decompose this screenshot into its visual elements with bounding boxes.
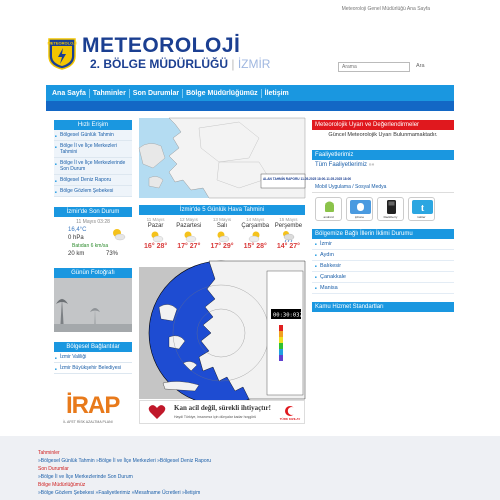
activities-link-text: Tüm Faaliyetlerimiz [315, 162, 368, 168]
site-subtitle-text: 2. BÖLGE MÜDÜRLÜĞÜ [90, 57, 228, 71]
nav-current-conditions[interactable]: Son Durumlar [130, 89, 183, 98]
social-title: Mobil Uygulama / Sosyal Medya [312, 182, 454, 193]
quick-access-panel [54, 120, 132, 197]
site-title[interactable]: METEOROLOJİ [82, 34, 241, 57]
partly-cloudy-icon [181, 230, 197, 243]
forecast-high: 29° [222, 243, 234, 250]
photo-of-day-image[interactable] [54, 278, 132, 332]
partly-cloudy-icon [148, 230, 164, 243]
warning-map-label: ALAN TAHMİN RAPORU 11.05.2025 18:00-11.05.2025 18:00 [263, 177, 352, 181]
forecast-day-date: 12 Mayıs [179, 217, 198, 222]
forecast-high: 27° [189, 243, 201, 250]
partly-cloudy-icon [214, 230, 230, 243]
subtitle-separator: | [231, 57, 235, 71]
forecast-day-2[interactable] [172, 217, 205, 261]
search-button[interactable]: Ara [416, 63, 425, 69]
quick-link-observation-network[interactable]: ■ Bölge Gözlem Şebekesi [54, 186, 132, 197]
service-standards-panel [312, 302, 454, 312]
activities-panel [312, 150, 454, 170]
city-manisa[interactable]: ■ Manisa [312, 283, 454, 294]
current-pressure: 0 hPa [68, 235, 84, 241]
activities-title: Faaliyetlerimiz [312, 150, 454, 160]
quick-link-daily-forecast[interactable]: ■ Bölgesel Günlük Tahmin [54, 130, 132, 141]
footer [0, 436, 500, 500]
city-canakkale[interactable]: ■ Çanakkale [312, 272, 454, 283]
nav-directorate[interactable]: Bölge Müdürlüğümüz [183, 89, 262, 98]
footer-current-title[interactable]: Son Durumlar [38, 466, 69, 472]
nav-home[interactable]: Ana Sayfa [49, 89, 90, 98]
forecast-low: 14° [276, 243, 288, 250]
footer-directorate-links[interactable]: »Bölge Gözlem Şebekesi »Faaliyetlerimiz »Mesafname Ücretleri »İletişim [38, 490, 201, 496]
forecast-day-3[interactable] [205, 217, 238, 261]
alerts-panel [312, 120, 454, 140]
forecast-high: 27° [289, 243, 300, 250]
regional-links-title: Bölgesel Bağlantılar [54, 342, 132, 352]
quick-link-sea-report[interactable]: ■ Bölgesel Deniz Raporu [54, 175, 132, 186]
radar-image[interactable] [139, 267, 305, 399]
forecast-title[interactable]: İzmir'de 5 Günlük Hava Tahmini [139, 205, 305, 215]
svg-text:t: t [420, 203, 425, 214]
current-visibility: 20 km [68, 251, 85, 257]
logo-text: METEOROLOJİ [47, 40, 77, 46]
forecast-low: 17° [177, 243, 188, 250]
forecast-day-date: 14 Mayıs [246, 217, 265, 222]
twitter-label: twitter [417, 215, 426, 219]
search-input[interactable] [338, 62, 410, 72]
activities-more-icon: »» [368, 162, 375, 168]
forecast-high: 28° [156, 243, 168, 250]
footer-forecasts-links[interactable]: »Bölgesel Günlük Tahmin »Bölge İl ve İlçe Merkezleri »Bölgesel Deniz Raporu [38, 458, 212, 464]
sun-cloud-icon [247, 230, 263, 243]
android-icon[interactable] [315, 197, 342, 221]
nav-forecasts[interactable]: Tahminler [90, 89, 130, 98]
forecast-day-date: 11 Mayıs [146, 217, 165, 222]
footer-current-links[interactable]: »Bölge İl ve İlçe Merkezlerinde Son Durum [38, 474, 133, 480]
current-weather-title[interactable]: İzmir'de Son Durum [54, 207, 132, 217]
irap-logo-text: İRAP [66, 392, 120, 419]
alerts-title[interactable]: Meteorolojik Uyarı ve Değerlendirmeler [312, 120, 454, 130]
forecast-day-name: Pazar [147, 223, 164, 229]
city-balikesir[interactable]: ■ Balıkesir [312, 261, 454, 272]
irap-banner[interactable] [56, 392, 120, 428]
forecast-high: 28° [256, 243, 267, 250]
forecast-low: 17° [210, 243, 222, 250]
current-wind: Batıdan 6 km/sa [72, 243, 109, 249]
link-izmir-governorship[interactable]: ■ İzmir Valiliği [54, 352, 132, 363]
alerts-body: Güncel Meteorolojik Uyarı Bulunmamaktadır. [328, 132, 438, 138]
blood-donation-banner[interactable] [139, 400, 305, 424]
android-label: android [323, 215, 334, 219]
forecast-low: 15° [243, 243, 255, 250]
blackberry-label: blackberry [383, 215, 398, 219]
current-humidity: 73% [106, 251, 119, 257]
forecast-day-4[interactable] [239, 217, 272, 261]
photo-of-day-title: Günün Fotoğrafı [54, 268, 132, 278]
forecast-low: 16° [144, 243, 155, 250]
current-temperature: 16,4°C [68, 227, 87, 233]
footer-directorate-title[interactable]: Bölge Müdürlüğümüz [38, 482, 86, 488]
sub-nav-bar [46, 101, 454, 111]
forecast-day-name: Salı [216, 223, 228, 229]
nav-contact[interactable]: İletişim [264, 89, 289, 97]
forecast-day-date: 15 Mayıs [279, 217, 298, 222]
heart-icon [148, 404, 166, 420]
city-izmir[interactable]: ■ İzmir [312, 239, 454, 250]
site-subtitle [90, 57, 270, 71]
forecast-strip [139, 217, 305, 261]
mgm-logo-icon[interactable] [48, 38, 76, 70]
red-crescent-text: TÜRK KIZILAY [279, 417, 301, 421]
activities-link[interactable] [312, 160, 454, 170]
photo-of-day-panel [54, 268, 132, 332]
service-standards-title[interactable]: Kamu Hizmet Standartları [312, 302, 454, 312]
twitter-icon[interactable] [408, 197, 435, 221]
footer-forecasts-title[interactable]: Tahminler [38, 450, 60, 456]
site-city: İZMİR [237, 57, 271, 71]
forecast-day-name: Perşembe [274, 223, 303, 229]
apple-icon[interactable] [346, 197, 373, 221]
red-crescent-icon [280, 405, 300, 421]
blackberry-icon[interactable] [377, 197, 404, 221]
irap-caption: İL AFET RİSK AZALTMA PLANI [63, 420, 113, 424]
top-link-bar[interactable]: Meteoroloji Genel Müdürlüğü Ana Sayfa [341, 6, 430, 12]
partly-cloudy-icon [110, 227, 126, 241]
forecast-day-1[interactable] [139, 217, 172, 261]
social-panel [312, 182, 454, 225]
rain-icon [280, 230, 296, 243]
link-izmir-municipality[interactable]: ■ İzmir Büyükşehir Belediyesi [54, 363, 132, 374]
current-weather-panel [54, 207, 132, 265]
forecast-day-name: Pazartesi [176, 223, 202, 229]
banner-subtext: Haydi Türkiye, insanımız için dünyalar kadar hoşgörü [174, 415, 257, 419]
radar-clock: 00:30:03Z [273, 312, 303, 319]
forecast-day-5[interactable] [272, 217, 305, 261]
city-aydin[interactable]: ■ Aydın [312, 250, 454, 261]
main-nav [46, 85, 454, 101]
forecast-day-date: 13 Mayıs [212, 217, 232, 222]
quick-access-title: Hızlı Erişim [54, 120, 132, 130]
quick-link-city-forecast[interactable]: ■ Bölge İl ve İlçe Merkezleri Tahmini [54, 141, 132, 158]
current-date: 11 Mayıs 03:28 [76, 219, 110, 225]
iphone-label: iphone [354, 215, 364, 219]
regional-links-panel [54, 342, 132, 374]
city-climate-title[interactable]: Bölgemize Bağlı İllerin İklimi Durumu [312, 229, 454, 239]
city-climate-panel [312, 229, 454, 294]
forecast-day-name: Çarşamba [241, 223, 270, 229]
quick-link-city-current[interactable]: ■ Bölge İl ve İlçe Merkezlerinde Son Durum [54, 158, 132, 175]
banner-headline: Kan acil değil, sürekli ihtiyaçtır! [174, 404, 271, 412]
